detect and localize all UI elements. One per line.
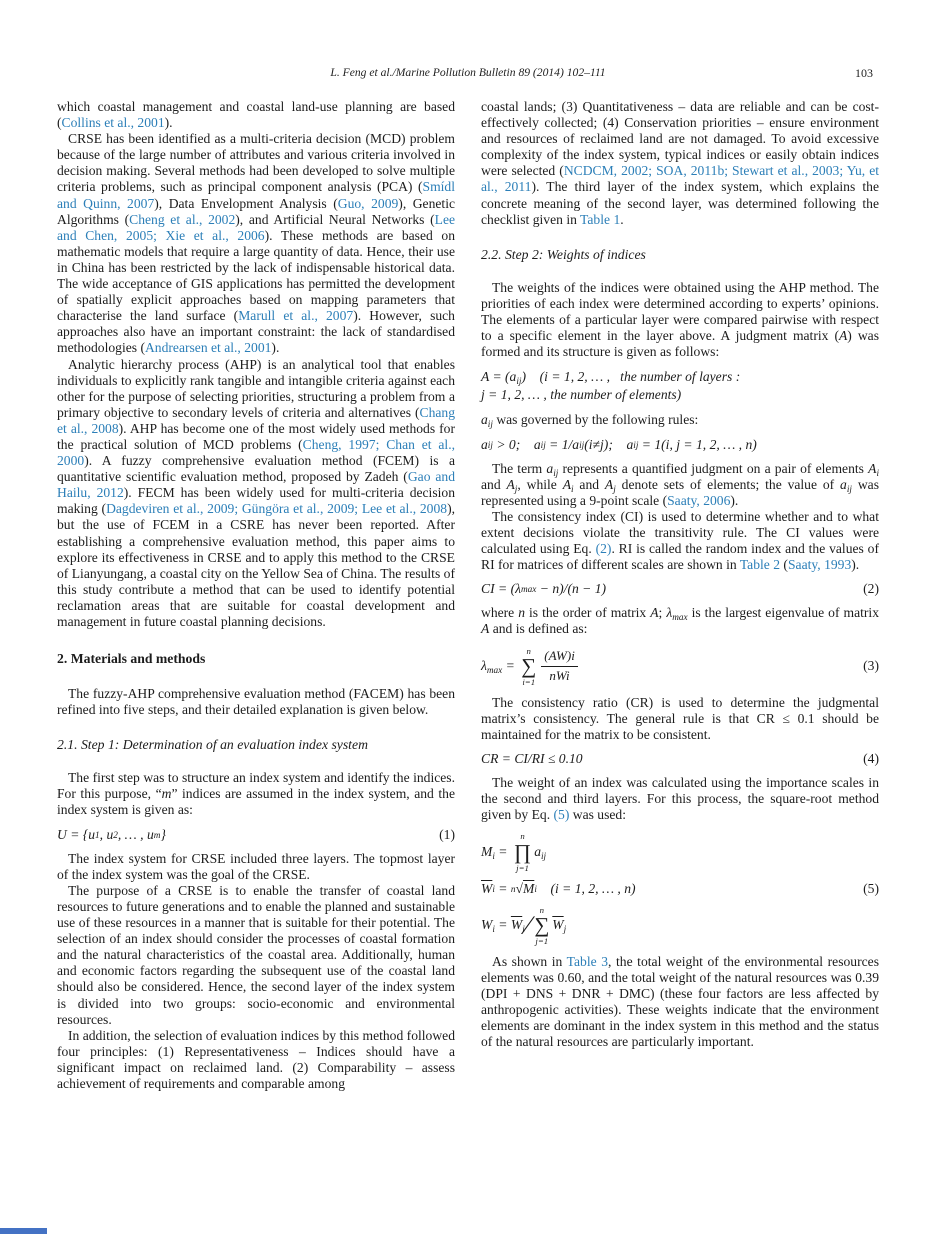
text-run: j [514,483,518,494]
text-run: ij [553,467,559,478]
equation-body [481,831,546,872]
equation-body: CI = (λ max − n)/(n − 1) [481,581,607,597]
text-run: ), and Artificial Neural Networks ( [235,211,435,227]
sum-lower-limit: j=1 [535,935,549,946]
citation-link[interactable]: Table 2 [739,557,781,573]
equation-1 [57,827,455,843]
subsection-heading-step2: 2.2. Step 2: Weights of indices [481,246,646,262]
text-run: The first step was to structure an index system and identify the indices. For this purpose, “ [57,770,455,802]
text-run: j [613,483,616,494]
paragraph [481,461,879,509]
equation-rhs [552,917,566,933]
equation-body: U = {u 1 , u 2 , … , u m } [57,826,166,842]
text-run: A = (a [481,369,517,385]
text-run: = 1/a [545,436,580,452]
paragraph [57,686,455,718]
text-run: U = {u [57,826,96,842]
text-run: The index system for CRSE included three layers. The topmost layer of the index system was the goal of the CRSE. [57,850,455,882]
equation-number: (1) [439,826,455,842]
equation-number: (2) [863,581,879,597]
text-run: M [522,880,535,896]
paragraph [481,99,879,228]
text-run: which coastal management and coastal land-use planning are based ( [57,99,455,131]
text-run: a [534,843,541,859]
equation-body: $\overline{W}$ i = n √ M i (i = 1, 2, … , n) [481,880,636,896]
paragraph [57,883,455,1028]
text-run: ij [846,483,852,494]
text-run: A [506,476,515,492]
text-run: The term [492,460,547,476]
text-run: ). [164,115,173,131]
text-run: A [868,460,877,476]
text-run: where [481,605,519,621]
text-run: and is defined as: [489,621,588,637]
text-run: $\overline{W}$ [510,917,523,933]
text-run: max [486,664,503,675]
citation-link[interactable]: Andrearsen et al., 2001 [144,340,272,356]
text-run: In addition, the selection of evaluation indices by this method followed four principles: (1) Representativeness – Indices should have a significant impact on reclaimed land. (2) Comparability – assess achievement of requirements and comparable among [57,1027,455,1091]
paragraph [481,954,879,1051]
equation-5a [481,831,879,872]
text-run: i [522,924,525,935]
text-run: The consistency ratio (CR) is used to determine the judgmental matrix’s consistency. The general rule is that CR ≤ 0.1 should be maintained for the matrix to be consistent. [481,694,879,742]
text-run: A [481,621,490,637]
equation-rhs [534,844,546,860]
text-run: ij [516,375,522,386]
text-run: The weights of the indices were obtained using the AHP method. The priorities of each index were determined according to experts’ opinions. The elements of a particular layer were compared pairwise with respect to a specific element in the layer above. A judgment matrix ( [481,279,879,344]
text-run: Analytic hierarchy process (AHP) is an analytical tool that enables individuals to explicitly rank tangible and intangible criteria against each other for the purpose of selecting priorities, structuring a problem from a primary objective to secondary levels of criteria and alternatives ( [57,356,455,420]
text-run: (AW)i [544,648,575,664]
text-run: ), Data Envelopment Analysis ( [154,195,338,211]
equation-lhs [481,658,518,674]
text-run: As shown in [492,953,567,969]
text-run: ). [271,340,280,356]
text-run: , u [99,826,114,842]
text-run: was represented using a 9-point scale ( [481,476,879,508]
text-run: and [573,476,605,492]
sum-lower-limit: i=1 [522,676,536,687]
running-title: L. Feng et al./Marine Pollution Bulletin 89 (2014) 102–111 [330,66,606,79]
equation-3 [481,646,879,687]
equation-4 [481,751,879,767]
text-run: (i≠j); a [584,436,634,452]
equation-lhs [481,917,525,933]
text-run: − n)/(n − 1) [536,581,607,597]
equation-number: (3) [863,658,879,674]
text-run: The purpose of a CRSE is to enable the transfer of coastal land resources to future generations and to enable the planned and sustainable use of these resources in a manner that is suitable for their potential. The selection of an index should consider the processes of coastal formation and the natural characteristics of the coastal area. Additionally, human and economic factors regarding the subsequent use of the coastal land should also be considered. Hence, the second layer of the index system is divided into two groups: socio-economic and environmental resources. [57,882,455,1027]
citation-link[interactable]: Marull et al., 2007 [238,308,354,324]
text-run: a [481,412,488,428]
citation-link[interactable]: Table 3 [566,953,609,969]
division-slash: ∕ [525,910,531,941]
text-run: was governed by the following rules: [492,412,699,428]
text-run: ( [780,557,788,573]
text-run: i [876,467,880,478]
text-run: nWi [549,667,570,683]
citation-link[interactable]: (5) [553,807,570,823]
paragraph [57,357,455,631]
citation-link[interactable]: Lee and Chen, 2005; Xie et al., 2006 [57,211,456,243]
subsection-heading-step1: 2.1. Step 1: Determination of an evaluation index system [57,737,368,753]
text-run: = [494,843,511,859]
citation-link[interactable]: Saaty, 1993 [787,557,852,573]
citation-link[interactable]: Guo, 2009 [337,195,399,211]
page-number: 103 [855,66,873,80]
citation-link[interactable]: Saaty, 2006 [667,492,731,508]
equation-5b [481,881,879,897]
text-run: = [494,880,511,896]
paragraph [481,412,879,428]
equation-rules [481,437,879,453]
text-run: The consistency index (CI) is used to determine whether and to what extent decisions violate the transitivity rule. The CI values were calculated using Eq. [481,508,879,557]
right-column [481,99,879,1092]
text-run: (i = 1, 2, … , n) [536,880,636,896]
text-run: m [161,786,172,802]
equation-judgment-matrix [481,368,879,404]
prod-upper-limit: n [520,831,525,842]
text-run: i [492,924,495,935]
sigma-symbol: ∑ [521,653,537,678]
citation-link[interactable]: NCDCM, 2002; SOA, 2011b; Stewart et al., 2003; Yu, et al., 2011 [481,163,879,195]
text-run: $\overline{W}$ [481,880,493,896]
text-run: is the largest eigenvalue of matrix [687,605,879,621]
equation-number: (4) [863,751,879,767]
text-run: A [562,476,571,492]
citation-link[interactable]: (2) [595,541,612,557]
text-run: represents a quantified judgment on a pair of elements [558,460,869,476]
text-run: i [492,850,495,861]
text-run: A [838,328,848,344]
text-run: . [620,211,624,227]
text-run: } [160,826,166,842]
citation-link[interactable]: Gao and Hailu, 2012 [57,469,455,501]
page-header [57,66,879,82]
text-run: . RI is called the random index and the values of RI for matrices of different scales are shown in [481,541,879,573]
equation-body: a ij > 0; a ij = 1/a ij (i≠j); a ij = 1(i, j = 1, 2, … , n) [481,436,757,452]
text-run: ). AHP has become one of the most widely used methods for the practical solution of MCD problems ( [57,420,455,452]
paragraph [481,509,879,573]
text-run: A [650,605,659,621]
citation-link[interactable]: Cheng, 1997; Chan et al., 2000 [57,436,455,469]
text-run: ). These methods are based on mathematic models that require a large quantity of data. Hence, their use in China has been restricted by the lack of indispensable historical data. The wide acceptance of GIS applications has permitted the development of spatially explicit approaches based on mapping parameters that characterise the land surface ( [57,227,455,324]
citation-link[interactable]: Cheng et al., 2002 [129,211,236,227]
equation-number: (5) [863,880,879,896]
equation-body [481,646,580,687]
equation-line [481,387,681,403]
text-run: and [481,476,507,492]
text-run: ). The third layer of the index system, which explains the concrete meaning of the second layer, was determined following the checklist given in [481,179,879,227]
sum-upper-limit: n [526,645,531,656]
prod-lower-limit: j=1 [516,862,529,873]
text-run: CRSE has been identified as a multi-criteria decision (MCD) problem because of the large number of attributes and various criteria involved in decision making. Several methods had been developed to solve multiple criteria problems, such as principal component analysis (PCA) ( [57,131,455,195]
text-run: i [571,483,574,494]
paragraph [481,605,879,637]
text-run: > 0; a [492,436,541,452]
text-run: max [672,612,688,623]
text-run: was used: [569,807,626,823]
paragraph [481,280,879,360]
text-run: = 1(i, j = 1, 2, … , n) [638,436,757,452]
text-run: , while [517,476,563,492]
summation-operator [521,646,536,687]
sigma-symbol: ∑ [534,912,550,937]
text-run: The weight of an index was calculated using the importance scales in the second and third layers. For this process, the square-root method given by Eq. [481,775,879,823]
text-run: ). However, such approaches also have an important constraint: the lack of standardised methodologies ( [57,308,455,356]
citation-link[interactable]: Collins et al., 2001 [61,115,165,131]
paragraph [57,851,455,883]
text-run: , the total weight of the environmental resources elements was 0.60, and the total weight of the natural resources was 0.39 (DPI + DNS + DNR + DMC) (these four factors are less affected by anthropogenic activities). These weights indicate that the environment elements are dominant in the index system in this method and the status of the natural resources are particularly important. [481,953,879,1050]
paragraph [57,131,455,356]
text-run: a [546,460,554,476]
text-run: λ [666,605,673,621]
text-run: λ [481,658,487,674]
section-heading-materials-methods: 2. Materials and methods [57,651,206,667]
text-run: a [481,436,488,452]
summation-operator [534,905,549,946]
text-run: , … , u [117,826,154,842]
text-run: ), Genetic Algorithms ( [57,195,456,227]
text-run: ” indices are assumed in the index system, and the index system is given as: [57,786,455,818]
text-run: ) was formed and its structure is given as follows: [481,328,879,360]
bottom-left-blue-bar [0,1228,47,1234]
text-run: CI = (λ [481,581,521,597]
equation-line [481,369,740,385]
text-run: ij [540,850,547,861]
equation-5c [481,905,879,946]
citation-link[interactable]: Chang et al., 2008 [57,404,455,436]
equation-body [481,905,566,946]
two-column-body [57,99,879,1092]
fraction-denominator [549,667,569,684]
text-run: ). FECM has been widely used for multi-criteria decision making ( [57,485,455,517]
text-run: a [840,476,847,492]
text-run: M [481,843,493,859]
citation-link[interactable]: Smídl and Quinn, 2007 [57,179,455,211]
text-run: = [494,917,511,933]
text-run: √ [515,880,523,896]
left-column [57,99,455,1092]
text-run: n [518,605,526,621]
text-run: ). [851,557,860,573]
citation-link[interactable]: Table 1 [580,211,621,227]
fraction [541,648,578,684]
text-run: The fuzzy-AHP comprehensive evaluation method (FACEM) has been refined into five steps, and their detailed explanation is given below. [57,686,455,718]
text-run: ), but the use of FCEM in a CSRE has never been reported. After establishing a comprehensive evaluation method, this paper aims to explore its effectiveness in CRSE and to apply this method to the CRSE of Lianyungang, a coastal city on the Yellow Sea of China. The results of this study contribute a method that can be used to identify potential reclamation areas that are suitable for coastal development and management in future coastal planning decisions. [57,501,455,629]
fraction-numerator [541,648,578,666]
text-run: ). [730,492,739,508]
paragraph [57,99,455,131]
text-run: is the order of matrix [525,605,651,621]
text-run: coastal lands; (3) Quantitativeness – data are reliable and can be cost-effectively collected; (4) Conservation priorities – ensure environment and resources of reclaimed land are not damaged. To avoid excessive complexity of the index system, typical indices or easily obtain indices were selected ( [481,99,879,179]
text-run: ). A fuzzy comprehensive evaluation method (FCEM) is a quantitative scientific evaluation method, proposed by Zadeh ( [57,453,455,485]
text-run: $\overline{W}$ [552,917,564,933]
paragraph [481,775,879,823]
paragraph [57,770,455,818]
text-run: ; [658,605,667,621]
citation-link[interactable]: Dagdeviren et al., 2009; Güngöra et al., 2009; Lee et al., 2008 [106,501,448,517]
text-run: j [563,924,567,935]
text-run: denote sets of elements; the value of [615,476,841,492]
text-run: A [604,476,614,492]
text-run: ij [487,419,493,430]
text-run: CR = CI/RI ≤ 0.10 [481,751,583,767]
product-operator [514,831,531,872]
equation-2 [481,581,879,597]
equation-body [481,751,583,767]
pi-symbol: ∏ [513,839,532,864]
text-run: j = 1, 2, … , the number of elements) [481,387,682,403]
text-run: = [502,658,519,674]
paragraph [481,695,879,743]
text-run: ) (i = 1, 2, … , the number of layers : [521,369,741,385]
paragraph [57,1028,455,1092]
text-run: W [481,917,493,933]
sum-upper-limit: n [539,904,544,915]
equation-lhs [481,844,511,860]
